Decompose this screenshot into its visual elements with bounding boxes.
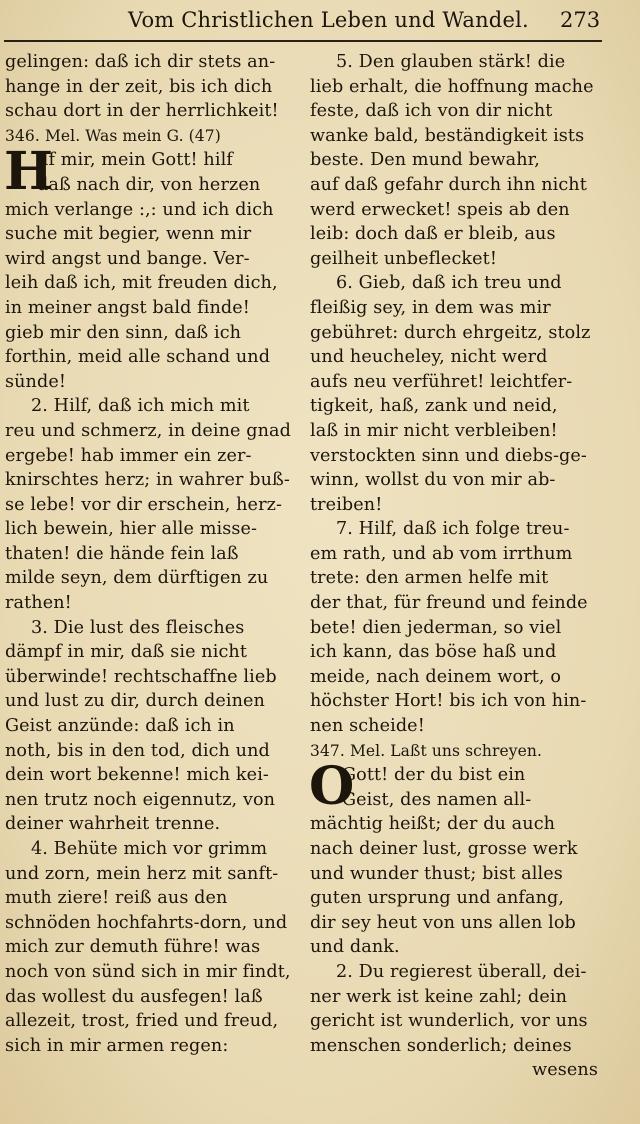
text-line: rathen! xyxy=(5,593,72,614)
text-line: verstockten sinn und diebs-ge- xyxy=(310,445,587,466)
text-line: daß nach dir, von herzen xyxy=(37,174,261,195)
text-line: forthin, meid alle schand und xyxy=(5,347,271,368)
text-line: lich bewein, hier alle misse- xyxy=(5,519,258,540)
text-line: se lebe! vor dir erschein, herz- xyxy=(5,494,282,515)
hymn-347-heading: 347. Mel. Laßt uns schreyen. xyxy=(310,741,543,760)
text-line: dir sey heut von uns allen lob xyxy=(310,912,576,933)
text-line: Geist anzünde: daß ich in xyxy=(5,716,235,737)
text-line: fleißig sey, in dem was mir xyxy=(310,297,551,318)
text-line: hange in der zeit, bis ich dich xyxy=(5,76,273,97)
text-line: beste. Den mund bewahr, xyxy=(310,150,540,171)
page-header xyxy=(0,4,640,40)
text-line: überwinde! rechtschaffne lieb xyxy=(5,666,277,687)
text-line: em rath, und ab vom irrthum xyxy=(310,543,573,564)
text-line: gericht ist wunderlich, vor uns xyxy=(310,1011,588,1032)
text-line: ilf mir, mein Gott! hilf xyxy=(37,150,233,171)
text-line: der that, für freund und feinde xyxy=(310,593,588,614)
text-line: lieb erhalt, die hoffnung mache xyxy=(310,76,594,97)
text-line: und heucheley, nicht werd xyxy=(310,347,548,368)
text-line: ner werk ist keine zahl; dein xyxy=(310,986,568,1007)
text-line: trete: den armen helfe mit xyxy=(310,568,549,589)
stanza-start: 3. Die lust des fleisches xyxy=(31,617,245,638)
text-line: dämpf in mir, daß sie nicht xyxy=(5,642,247,663)
text-line: aufs neu verführet! leichtfer- xyxy=(310,371,573,392)
hymn-346-heading: 346. Mel. Was mein G. (47) xyxy=(5,126,221,145)
left-column xyxy=(5,50,294,1058)
stanza-start: 6. Gieb, daß ich treu und xyxy=(336,273,562,294)
hymn-346-opening xyxy=(4,141,294,203)
text-line: guten ursprung und anfang, xyxy=(310,888,565,909)
text-line: meide, nach deinem wort, o xyxy=(310,666,562,687)
text-line: gieb mir den sinn, daß ich xyxy=(5,322,242,343)
text-line: menschen sonderlich; deines xyxy=(310,1035,572,1056)
text-line: leih daß ich, mit freuden dich, xyxy=(5,273,278,294)
text-line: mächtig heißt; der du auch xyxy=(310,814,556,835)
stanza-start: 7. Hilf, daß ich folge treu- xyxy=(336,519,570,540)
text-line: leib: doch daß er bleib, aus xyxy=(310,224,556,245)
text-line: laß in mir nicht verbleiben! xyxy=(310,420,558,441)
text-line: noth, bis in den tod, dich und xyxy=(5,740,270,761)
stanza-start: 2. Hilf, daß ich mich mit xyxy=(31,396,250,417)
text-line: nen trutz noch eigennutz, von xyxy=(5,789,276,810)
text-line: nen scheide! xyxy=(310,716,425,737)
text-line: sich in mir armen regen: xyxy=(5,1035,229,1056)
text-line: winn, wollst du von mir ab- xyxy=(310,470,556,491)
text-line: milde seyn, dem dürftigen zu xyxy=(5,568,269,589)
text-line: mich zur demuth führe! was xyxy=(5,937,261,958)
text-line: deiner wahrheit trenne. xyxy=(5,814,221,835)
text-line: und lust zu dir, durch deinen xyxy=(5,691,265,712)
hymn-347-opening xyxy=(309,756,600,818)
text-line: mich verlange :,: und ich dich xyxy=(5,199,274,220)
text-line: thaten! die hände fein laß xyxy=(5,543,239,564)
text-line: schnöden hochfahrts-dorn, und xyxy=(5,912,288,933)
drop-cap: O xyxy=(309,756,355,818)
text-line: noch von sünd sich in mir findt, xyxy=(5,961,291,982)
text-line: sünde! xyxy=(5,371,67,392)
text-line: wanke bald, beständigkeit ists xyxy=(310,125,585,146)
text-line: und wunder thust; bist alles xyxy=(310,863,563,884)
text-line: knirschtes herz; in wahrer buß- xyxy=(5,470,290,491)
catchword: wesens xyxy=(532,1060,598,1081)
text-line: geilheit unbeflecket! xyxy=(310,248,498,269)
text-line: feste, daß ich von dir nicht xyxy=(310,101,553,122)
text-line: dein wort bekenne! mich kei- xyxy=(5,765,269,786)
text-line: wird angst und bange. Ver- xyxy=(5,248,250,269)
text-line: allezeit, trost, fried und freud, xyxy=(5,1011,279,1032)
text-line: werd erwecket! speis ab den xyxy=(310,199,570,220)
text-line: reu und schmerz, in deine gnad xyxy=(5,420,291,441)
text-line: nach deiner lust, grosse werk xyxy=(310,839,578,859)
running-head: Vom Christlichen Leben und Wandel. xyxy=(128,8,529,32)
stanza-start: 4. Behüte mich vor grimm xyxy=(31,839,268,859)
text-line: tigkeit, haß, zank und neid, xyxy=(310,396,558,417)
text-line: Geist, des namen all- xyxy=(342,789,532,810)
text-line: in meiner angst bald finde! xyxy=(5,297,250,318)
text-line: bete! dien jederman, so viel xyxy=(310,617,562,638)
text-line: das wollest du ausfegen! laß xyxy=(5,986,263,1007)
text-line: schau dort in der herrlichkeit! xyxy=(5,101,279,122)
text-line: und dank. xyxy=(310,937,400,958)
text-line: ergebe! hab immer ein zer- xyxy=(5,445,252,466)
stanza-start: 5. Den glauben stärk! die xyxy=(336,52,566,72)
text-line: ich kann, das böse haß und xyxy=(310,642,557,663)
page-number: 273 xyxy=(560,8,601,32)
text-line: suche mit begier, wenn mir xyxy=(5,224,252,245)
text-line: Gott! der du bist ein xyxy=(342,765,526,786)
text-line: gebühret: durch ehrgeitz, stolz xyxy=(310,322,591,343)
header-rule xyxy=(4,40,602,42)
text-line: treiben! xyxy=(310,494,383,515)
drop-cap: H xyxy=(4,141,54,203)
right-column xyxy=(310,50,600,1083)
text-line: gelingen: daß ich dir stets an- xyxy=(5,52,276,72)
text-line: und zorn, mein herz mit sanft- xyxy=(5,863,279,884)
stanza-start: 2. Du regierest überall, dei- xyxy=(336,961,587,982)
text-line: auf daß gefahr durch ihn nicht xyxy=(310,174,587,195)
text-line: muth ziere! reiß aus den xyxy=(5,888,228,909)
text-line: höchster Hort! bis ich von hin- xyxy=(310,691,587,712)
